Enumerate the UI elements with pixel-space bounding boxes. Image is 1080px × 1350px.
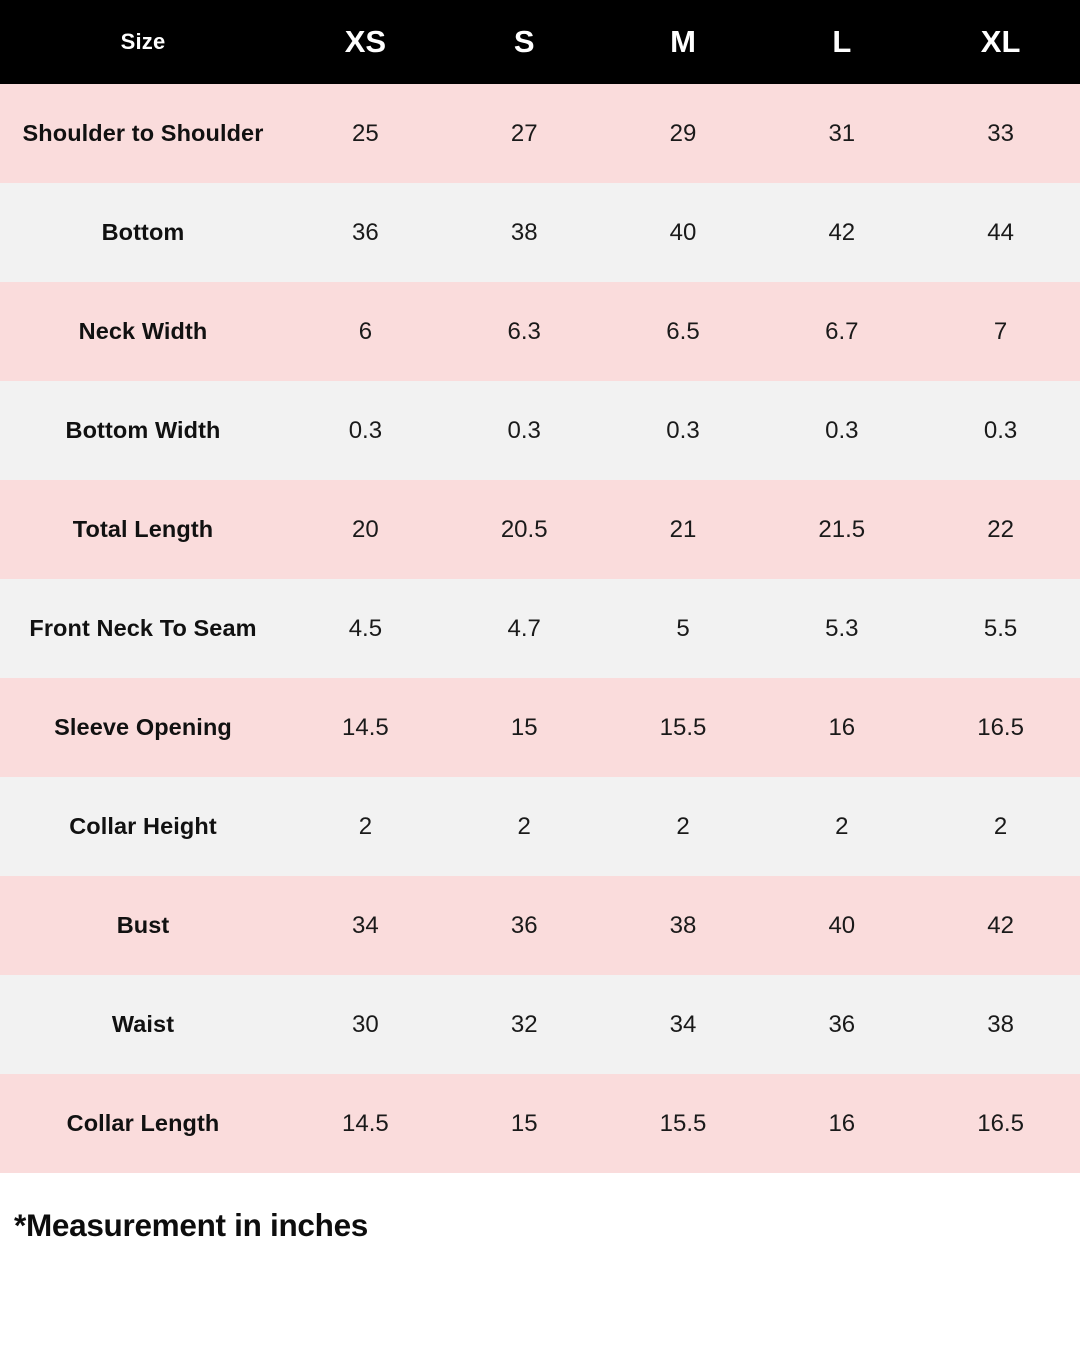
cell-s: 36 bbox=[445, 876, 604, 975]
cell-l: 16 bbox=[762, 1074, 921, 1173]
row-label: Bust bbox=[0, 876, 286, 975]
cell-l: 21.5 bbox=[762, 480, 921, 579]
cell-m: 40 bbox=[604, 183, 763, 282]
cell-xs: 14.5 bbox=[286, 678, 445, 777]
cell-s: 15 bbox=[445, 1074, 604, 1173]
row-label: Collar Length bbox=[0, 1074, 286, 1173]
row-label: Total Length bbox=[0, 480, 286, 579]
cell-xs: 30 bbox=[286, 975, 445, 1074]
row-label: Bottom bbox=[0, 183, 286, 282]
cell-l: 16 bbox=[762, 678, 921, 777]
cell-xl: 7 bbox=[921, 282, 1080, 381]
cell-s: 38 bbox=[445, 183, 604, 282]
cell-xs: 36 bbox=[286, 183, 445, 282]
cell-m: 34 bbox=[604, 975, 763, 1074]
table-row bbox=[0, 678, 1080, 777]
cell-l: 36 bbox=[762, 975, 921, 1074]
table-header-row bbox=[0, 0, 1080, 84]
table-row bbox=[0, 777, 1080, 876]
table-row bbox=[0, 1074, 1080, 1173]
cell-s: 6.3 bbox=[445, 282, 604, 381]
cell-l: 6.7 bbox=[762, 282, 921, 381]
cell-l: 2 bbox=[762, 777, 921, 876]
cell-xl: 22 bbox=[921, 480, 1080, 579]
cell-xs: 6 bbox=[286, 282, 445, 381]
cell-s: 27 bbox=[445, 84, 604, 183]
cell-m: 6.5 bbox=[604, 282, 763, 381]
cell-xs: 25 bbox=[286, 84, 445, 183]
cell-m: 2 bbox=[604, 777, 763, 876]
cell-xl: 42 bbox=[921, 876, 1080, 975]
cell-xs: 20 bbox=[286, 480, 445, 579]
cell-xl: 44 bbox=[921, 183, 1080, 282]
cell-s: 0.3 bbox=[445, 381, 604, 480]
table-row bbox=[0, 84, 1080, 183]
cell-m: 15.5 bbox=[604, 678, 763, 777]
cell-l: 5.3 bbox=[762, 579, 921, 678]
table-body bbox=[0, 84, 1080, 1173]
cell-xl: 16.5 bbox=[921, 678, 1080, 777]
row-label: Waist bbox=[0, 975, 286, 1074]
cell-m: 5 bbox=[604, 579, 763, 678]
cell-xs: 2 bbox=[286, 777, 445, 876]
cell-xs: 4.5 bbox=[286, 579, 445, 678]
row-label: Sleeve Opening bbox=[0, 678, 286, 777]
cell-xl: 16.5 bbox=[921, 1074, 1080, 1173]
column-header-l: L bbox=[762, 0, 921, 84]
cell-xs: 34 bbox=[286, 876, 445, 975]
column-header-xl: XL bbox=[921, 0, 1080, 84]
cell-m: 15.5 bbox=[604, 1074, 763, 1173]
column-header-m: M bbox=[604, 0, 763, 84]
cell-l: 40 bbox=[762, 876, 921, 975]
table-header bbox=[0, 0, 1080, 84]
measurement-note: *Measurement in inches bbox=[14, 1207, 369, 1243]
row-label: Neck Width bbox=[0, 282, 286, 381]
row-label: Bottom Width bbox=[0, 381, 286, 480]
cell-s: 2 bbox=[445, 777, 604, 876]
column-header-s: S bbox=[445, 0, 604, 84]
row-label: Collar Height bbox=[0, 777, 286, 876]
cell-l: 42 bbox=[762, 183, 921, 282]
table-row bbox=[0, 183, 1080, 282]
cell-s: 20.5 bbox=[445, 480, 604, 579]
row-label: Front Neck To Seam bbox=[0, 579, 286, 678]
table-row bbox=[0, 480, 1080, 579]
cell-s: 15 bbox=[445, 678, 604, 777]
cell-m: 38 bbox=[604, 876, 763, 975]
column-header-size: Size bbox=[0, 0, 286, 84]
table-row bbox=[0, 876, 1080, 975]
table-row bbox=[0, 579, 1080, 678]
cell-xl: 0.3 bbox=[921, 381, 1080, 480]
cell-m: 21 bbox=[604, 480, 763, 579]
cell-s: 4.7 bbox=[445, 579, 604, 678]
cell-xs: 14.5 bbox=[286, 1074, 445, 1173]
cell-l: 0.3 bbox=[762, 381, 921, 480]
table-row bbox=[0, 381, 1080, 480]
cell-xl: 2 bbox=[921, 777, 1080, 876]
cell-l: 31 bbox=[762, 84, 921, 183]
table-row bbox=[0, 975, 1080, 1074]
cell-m: 29 bbox=[604, 84, 763, 183]
cell-xs: 0.3 bbox=[286, 381, 445, 480]
row-label: Shoulder to Shoulder bbox=[0, 84, 286, 183]
table-row bbox=[0, 282, 1080, 381]
cell-xl: 38 bbox=[921, 975, 1080, 1074]
cell-xl: 5.5 bbox=[921, 579, 1080, 678]
cell-s: 32 bbox=[445, 975, 604, 1074]
column-header-xs: XS bbox=[286, 0, 445, 84]
cell-xl: 33 bbox=[921, 84, 1080, 183]
cell-m: 0.3 bbox=[604, 381, 763, 480]
